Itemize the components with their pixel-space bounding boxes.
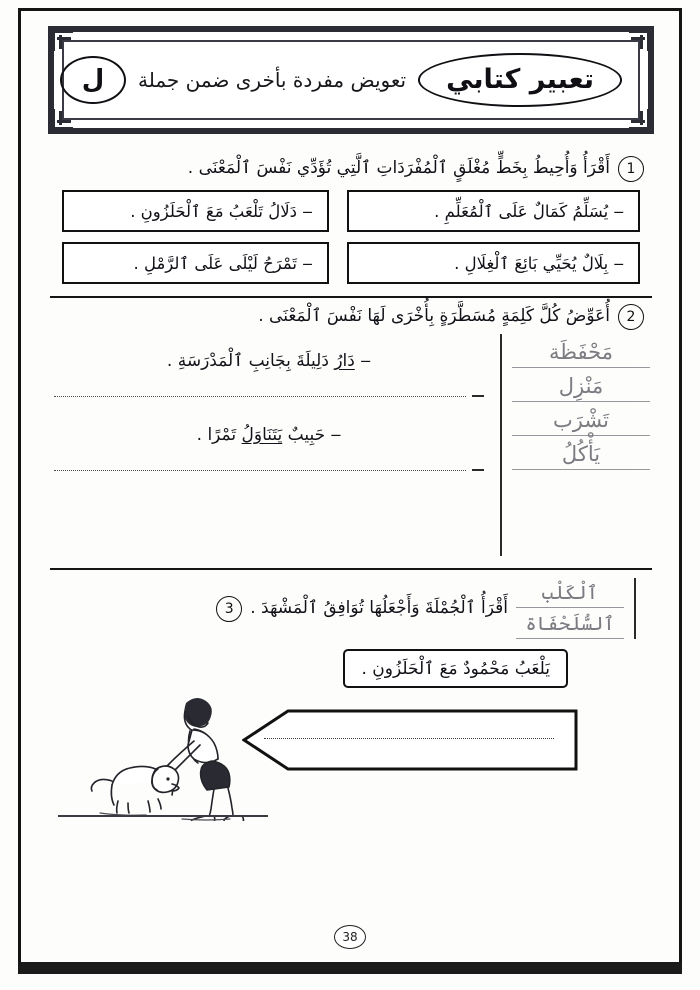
exercise-3-instruction: أَقْرَأُ ٱلْجُمْلَةَ وَأَجْعَلُهَا تُوَافِقُ ٱلْمَشْهَدَ . [250,597,508,618]
page-title: تعبير كتابي [418,53,622,107]
answer-dots [54,396,466,397]
answer-dash [472,395,484,397]
underlined-word: دَارُ [334,351,355,371]
header-row [54,32,648,128]
exercise-2-number: 2 [618,304,644,330]
sentence-before: حَبِيبٌ [282,425,326,445]
handwritten-note: ٱلسُّلَحْفَاة [516,609,624,639]
exercise-1-number: 1 [618,156,644,182]
page-number: 38 [334,925,366,949]
question-sentence-2 [54,413,484,451]
exercise-3-number: 3 [216,596,242,622]
handwritten-note: ٱلْكَلْب [516,578,624,608]
exercise-3-header [48,570,654,641]
underlined-word: يَتَنَاوَلُ [241,425,283,445]
handwritten-note: يَأْكُلُ [512,438,650,470]
exercise-3-boxed-sentence[interactable]: يَلْعَبُ مَحْمُودٌ مَعَ ٱلْحَلَزُونِ . [343,649,568,688]
exercise-1-row-1 [48,186,654,232]
answer-line-1[interactable] [54,377,484,413]
sentence-box[interactable]: ‒ تَمْرَحُ لَيْلَى عَلَى ٱلرَّمْلِ . [62,242,329,284]
exercise-2 [48,298,654,570]
unit-letter-badge: ل [60,56,126,104]
sentence-rest: دَلِيلَةَ بِجَانِبِ ٱلْمَدْرَسَةِ . [166,351,335,371]
exercise-2-margin-notes [500,334,654,556]
exercise-3-margin-notes [516,578,636,639]
illustration-ground-line [58,815,268,817]
exercise-2-body [48,334,654,556]
arrow-writing-line [264,738,554,739]
header-frame [48,26,654,134]
page-subtitle: تعويض مفردة بأخرى ضمن جملة [138,68,407,92]
scan-bottom-bar [18,962,682,974]
answer-dash [472,469,484,471]
worksheet-content [48,150,654,831]
answer-dots [54,470,466,471]
exercise-3 [48,570,654,831]
exercise-2-questions [48,334,500,556]
sentence-dash: ‒ [325,425,342,445]
exercise-1-header [48,150,654,186]
question-sentence-1 [54,338,484,377]
sentence-box[interactable]: ‒ دَلَالُ تَلْعَبُ مَعَ ٱلْحَلَزُونِ . [62,190,329,232]
arrow-answer-shape[interactable] [242,709,578,771]
answer-line-2[interactable] [54,451,484,487]
exercise-2-instruction: أُعَوِّضُ كُلَّ كَلِمَةٍ مُسَطَّرَةٍ بِأُخْرَى لَهَا نَفْسَ ٱلْمَعْنَى . [258,306,610,327]
handwritten-note: تَشْرَب [512,404,650,436]
boy-playing-with-dog-illustration [82,689,262,821]
sentence-rest: تَمْرًا . [196,425,242,445]
handwritten-note: مَحْفَظَة [512,336,650,368]
sentence-box[interactable]: ‒ يُسَلِّمُ كَمَالٌ عَلَى ٱلْمُعَلِّمِ . [347,190,640,232]
exercise-2-header [48,298,654,334]
exercise-1-row-2 [48,232,654,284]
handwritten-note: مَنْزِل [512,370,650,402]
exercise-1-instruction: أَقْرَأُ وَأُحِيطُ بِخَطٍّ مُغْلَقٍ ٱلْمُفْرَدَاتِ ٱلَّتِي تُؤَدِّي نَفْسَ ٱلْمَعْنَى . [187,158,610,179]
sentence-box[interactable]: ‒ بِلَالٌ يُحَيِّي بَائِعَ ٱلْغِلَالِ . [347,242,640,284]
sentence-dash: ‒ [354,351,372,371]
exercise-3-body [48,641,654,831]
exercise-1 [48,150,654,298]
